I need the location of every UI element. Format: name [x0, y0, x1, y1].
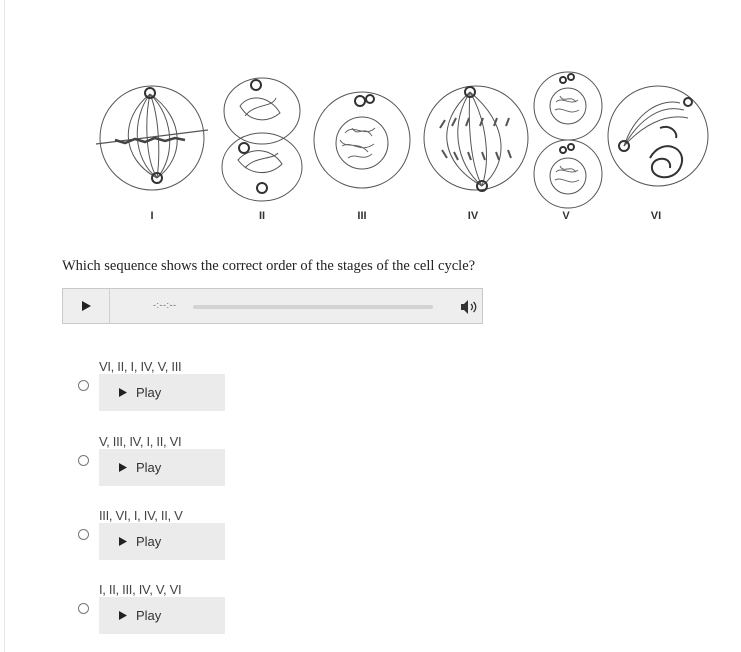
- play-icon: [119, 463, 127, 472]
- audio-progress-bar[interactable]: [193, 305, 433, 309]
- play-icon: [119, 611, 127, 620]
- page-left-border: [4, 0, 5, 652]
- audio-player[interactable]: [62, 288, 483, 324]
- option-label: I, II, III, IV, V, VI: [99, 582, 182, 597]
- cell-stage-4: [424, 86, 528, 191]
- cell-stage-5: [534, 72, 602, 208]
- option-label: III, VI, I, IV, II, V: [99, 508, 183, 523]
- answer-option-4: [78, 582, 238, 652]
- play-label: Play: [136, 608, 162, 623]
- option-radio[interactable]: [78, 529, 89, 540]
- audio-time: -:--:--: [153, 300, 177, 310]
- option-play-button[interactable]: [99, 374, 225, 411]
- volume-icon[interactable]: [459, 298, 479, 316]
- play-icon: [119, 537, 127, 546]
- option-radio[interactable]: [78, 603, 89, 614]
- cell-stages-drawing: [90, 68, 720, 228]
- answer-option-1: [78, 359, 238, 429]
- option-radio[interactable]: [78, 455, 89, 466]
- cell-cycle-figure: [90, 68, 720, 228]
- stage-label: VI: [650, 210, 662, 222]
- audio-play-button[interactable]: [63, 289, 110, 323]
- cell-stage-3: [314, 92, 410, 188]
- option-label: VI, II, I, IV, V, III: [99, 359, 182, 374]
- cell-stage-2: [222, 78, 302, 201]
- stage-label: III: [357, 210, 367, 222]
- option-play-button[interactable]: [99, 597, 225, 634]
- answer-option-3: [78, 508, 238, 578]
- option-play-button[interactable]: [99, 449, 225, 486]
- answer-option-2: [78, 434, 238, 504]
- stage-label: II: [258, 210, 266, 222]
- option-play-button[interactable]: [99, 523, 225, 560]
- stage-label: V: [562, 210, 570, 222]
- option-radio[interactable]: [78, 380, 89, 391]
- option-label: V, III, IV, I, II, VI: [99, 434, 182, 449]
- question-text: Which sequence shows the correct order of the stages of the cell cycle?: [62, 258, 476, 274]
- play-icon: [119, 388, 127, 397]
- cell-stage-6: [608, 86, 708, 186]
- play-icon: [82, 301, 91, 311]
- stage-label: I: [150, 210, 154, 222]
- play-label: Play: [136, 385, 162, 400]
- play-label: Play: [136, 460, 162, 475]
- stage-label: IV: [467, 210, 479, 222]
- cell-stage-1: [96, 86, 208, 190]
- play-label: Play: [136, 534, 162, 549]
